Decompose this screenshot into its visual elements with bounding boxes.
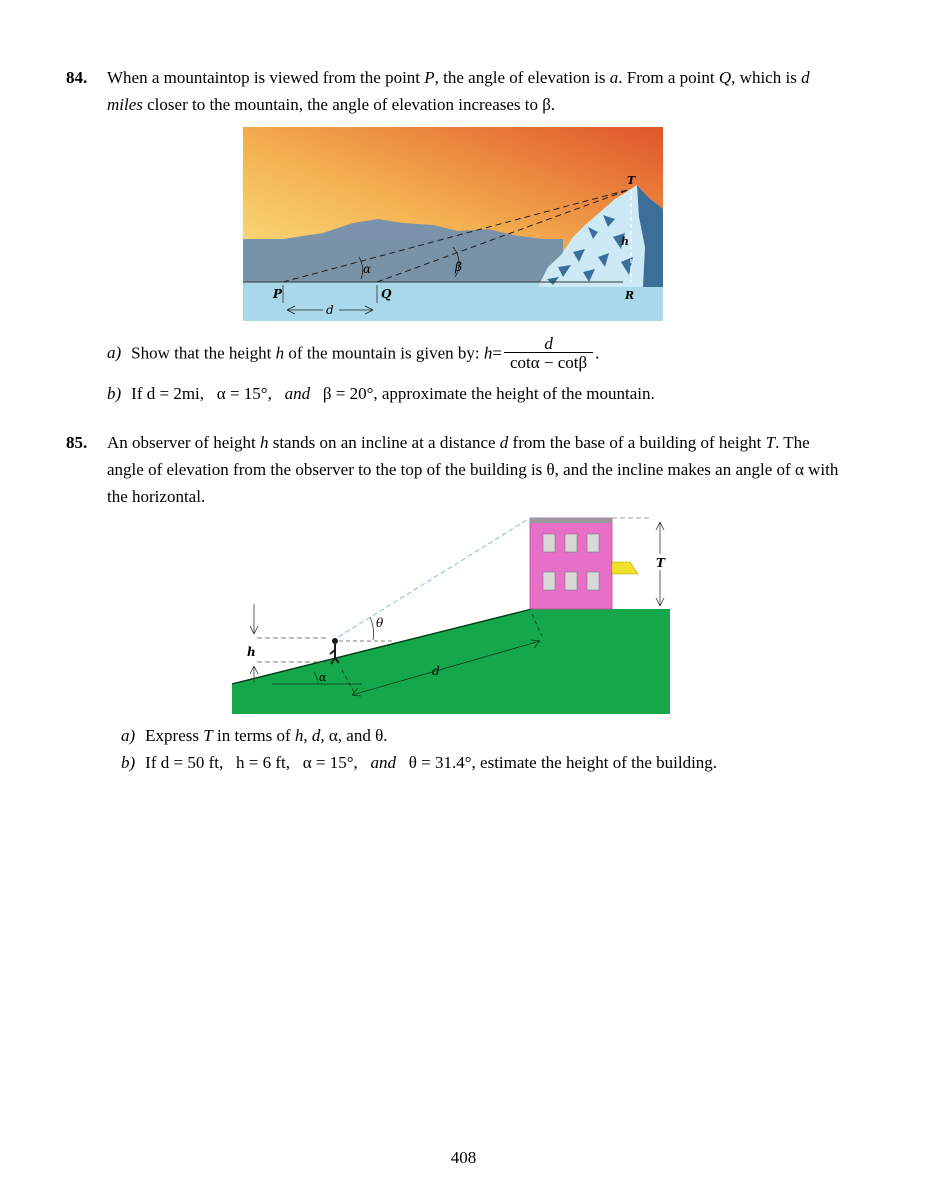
part-label: b) [121,753,136,772]
text-run: closer to the mountain, the angle of elevation increases to β. [142,95,556,114]
value-d: d = 50 ft, [160,753,224,772]
var-p: P [424,68,435,87]
var-d-miles: d miles [107,68,810,114]
part-label: b) [107,384,122,403]
r-label: R [625,289,635,302]
part-84b [107,384,655,404]
problem-85 [66,429,846,510]
text-run: Show that the height [131,343,276,363]
t-label: T [656,556,665,570]
text-run: . From a point [618,68,719,87]
text-run: , which is [731,68,802,87]
formula-numerator: d [544,334,553,353]
theta-arc [370,617,374,640]
text-run: in terms of [212,726,295,745]
value-d: d = 2mi, [146,384,205,403]
var-h: h [259,433,269,452]
q-label: Q [381,287,392,301]
var-a: a [609,68,619,87]
text-and: and [370,753,397,772]
value-alpha: α = 15°, [216,384,272,403]
alpha-label: α [319,671,327,684]
part-label: a) [107,343,122,363]
text-run: When a mountaintop is viewed from the point [107,68,425,87]
var-t: T [203,726,213,745]
part-label: a) [121,726,136,745]
value-h: h = 6 ft, [235,753,290,772]
text-run: α, and θ. [324,726,388,745]
part-85b [121,753,717,773]
h-label: h [247,645,256,659]
awning [612,562,638,574]
text-run: of the mountain is given by: [284,343,484,363]
building [530,518,612,609]
problem-text [107,64,846,118]
water [243,282,663,321]
problem-number: 85. [66,433,88,452]
var-d: d [499,433,509,452]
text-run: from the base of a building of height [508,433,766,452]
text-run: If [131,384,147,403]
p-label: P [273,287,283,301]
beta-label: β [455,260,462,274]
t-label: T [627,174,636,187]
part-85a [121,726,387,746]
value-beta: β = 20° [322,384,374,403]
incline-building-figure [232,512,672,716]
theta-label: θ [376,616,384,630]
text-run: stands on an incline at a distance [268,433,500,452]
mountain-figure [243,127,663,321]
text-run: . [595,343,600,363]
height-formula [504,336,593,373]
var-t: T [765,433,776,452]
text-run: An observer of height [107,433,260,452]
formula-denominator: cotα − cotβ [504,352,593,373]
value-alpha: α = 15°, [302,753,358,772]
equals-sign: = [492,343,502,363]
d-label: d [432,664,440,678]
problem-text [107,429,846,510]
text-run: . The angle of elevation from the observer to the top of the building is θ, and the incline makes an angle of α with the horizontal. [107,433,839,506]
part-84a [107,336,599,373]
var-h-d: h, d, [294,726,325,745]
value-theta: θ = 31.4° [408,753,472,772]
text-run: , estimate the height of the building. [471,753,718,772]
grass-incline [232,609,670,714]
problem-number: 84. [66,68,88,87]
building-roof [530,518,612,523]
text-run: , the angle of elevation is [434,68,610,87]
var-h: h [483,343,493,363]
text-run: , approximate the height of the mountain. [373,384,655,403]
d-label: d [326,303,334,317]
text-and: and [284,384,311,403]
problem-84 [66,64,846,118]
var-q: Q [718,68,732,87]
text-run: If [145,753,161,772]
page-number: 408 [450,1148,477,1167]
var-h: h [275,343,285,363]
alpha-label: α [363,262,372,276]
text-run: Express [145,726,204,745]
h-label: h [621,235,629,248]
ground-plain [243,239,563,287]
